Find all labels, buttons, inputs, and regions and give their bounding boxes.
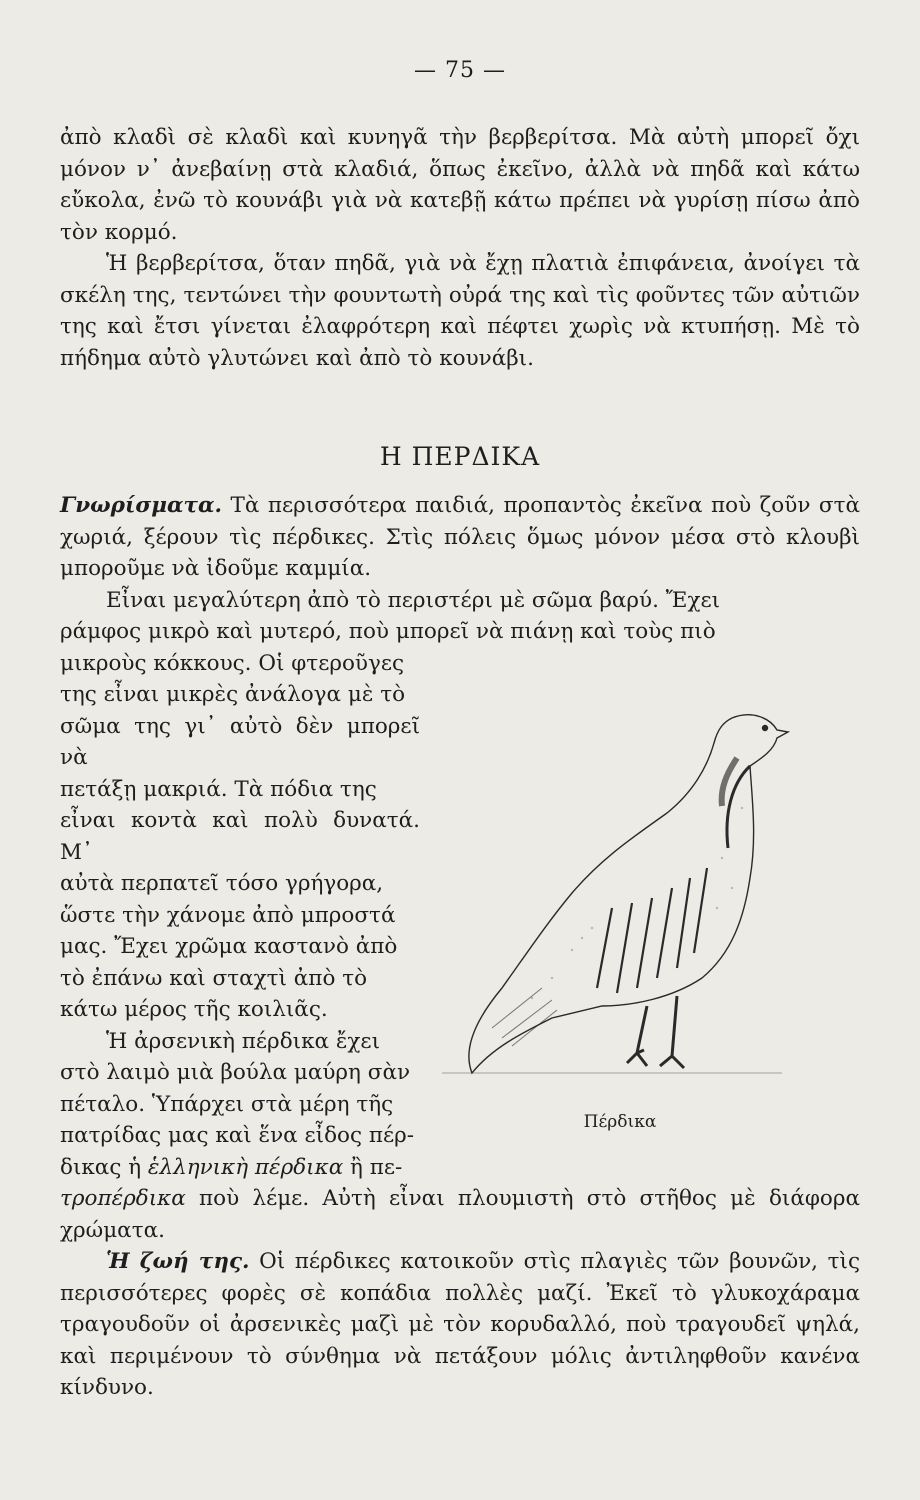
desc-line: ράμφος μικρὸ καὶ μυτερό, ποὺ μπορεῖ νὰ πιάνῃ καὶ τοὺς πιὸ — [60, 619, 716, 644]
desc-line: τὸ ἐπάνω καὶ σταχτὶ ἀπὸ τὸ — [60, 965, 368, 991]
desc-line: μικροὺς κόκκους. Οἱ φτεροῦγες — [60, 650, 405, 676]
desc-line: της εἶναι μικρὲς ἀνάλογα μὲ τὸ — [60, 682, 406, 707]
desc-line: κάτω μέρος τῆς κοιλιᾶς. — [60, 997, 328, 1022]
desc-line: αὐτὰ περπατεῖ τόσο γρήγορα, — [60, 871, 384, 896]
paragraph-description-wide-2 — [60, 616, 860, 648]
desc-line: μας. Ἔχει χρῶμα καστανὸ ἀπὸ — [60, 934, 398, 959]
life-text: Οἱ πέρδικες κατοικοῦν στὶς πλαγιὲς τῶν βουνῶν, τὶς περισσότερες φορὲς σὲ κοπάδια πολλὲς μαζί. Ἐκεῖ τὸ γλυκοχάραμα τραγουδοῦν οἱ ἀρσενικὲς μαζὶ μὲ τὸν κορυδαλλό, ποὺ τραγουδεῖ ψηλά, καὶ περιμένουν τὸ σύνθημα νὰ πετάξουν μόλις ἀντιληφθοῦν κανένα κίνδυνο. — [60, 1249, 860, 1400]
life-label: Ἡ ζωή της. — [106, 1249, 250, 1274]
male-rest-c: ἢ πε- — [343, 1154, 403, 1180]
male-line: στὸ λαιμὸ μιὰ βούλα μαύρη σὰν — [60, 1060, 411, 1085]
male-rest-a: δικας ἡ — [60, 1154, 148, 1180]
paragraph-description-wide — [60, 585, 860, 617]
features-text: Τὰ περισσότερα παιδιά, προπαντὸς ἐκεῖνα ποὺ ζοῦν στὰ χωριά, ξέρουν τὶς πέρδικες. Στὶς πόλεις ὅμως μόνον μέσα στὸ κλουβὶ μποροῦμε νὰ ἰδοῦμε καμμία. — [60, 493, 860, 581]
rock-partridge-term: τροπέρδικα — [60, 1186, 186, 1211]
intro-text — [60, 122, 860, 374]
male-line: πέταλο. Ὑπάρχει στὰ μέρη τῆς — [60, 1091, 394, 1117]
partridge-illustration — [432, 688, 792, 1088]
section-title: Η ΠΕΡΔΙΚΑ — [379, 442, 541, 471]
desc-line: Εἶναι μεγαλύτερη ἀπὸ τὸ περιστέρι μὲ σῶμα βαρύ. Ἔχει — [106, 587, 721, 613]
page-number: — 75 — — [414, 58, 506, 83]
greek-partridge-term: ἑλληνικὴ πέρδικα — [147, 1154, 344, 1180]
paragraph-squirrel-jump: ἀπὸ κλαδὶ σὲ κλαδὶ καὶ κυνηγᾶ τὴν βερβερίτσα. Μὰ αὐτὴ μπορεῖ ὄχι μόνον ν᾽ ἀνεβαίνῃ στὰ κλαδιά, ὅπως ἐκεῖνο, ἀλλὰ νὰ πηδᾶ καὶ κάτω εὔκολα, ἐνῶ τὸ κουνάβι γιὰ νὰ κατεβῇ κάτω πρέπει νὰ γυρίσῃ πίσω ἀπὸ τὸν κορμό. — [60, 125, 860, 245]
desc-line: πετάξῃ μακριά. Τὰ πόδια της — [60, 776, 377, 802]
description-narrow-block — [60, 648, 420, 1152]
paragraph-life — [60, 1246, 860, 1404]
desc-line: ὥστε τὴν χάνομε ἀπὸ μπροστά — [60, 902, 396, 928]
features-label: Γνωρίσματα. — [60, 493, 222, 518]
paragraph-features — [60, 490, 860, 585]
paragraph-squirrel-flight: Ἡ βερβερίτσα, ὅταν πηδᾶ, γιὰ νὰ ἔχῃ πλατιὰ ἐπιφάνεια, ἀνοίγει τὰ σκέλη της, τεντώνει τὴν φουντωτὴ οὐρά της καὶ τὶς φοῦντες τῶν αὐτιῶν της καὶ ἔτσι γίνεται ἐλαφρότερη καὶ πέφτει χωρὶς νὰ κτυπήσῃ. Μὲ τὸ πήδημα αὐτὸ γλυτώνει καὶ ἀπὸ τὸ κουνάβι. — [60, 251, 860, 371]
figure-caption: Πέρδικα — [583, 1112, 657, 1132]
male-line: πατρίδας μας καὶ ἕνα εἶδος πέρ- — [60, 1123, 415, 1148]
male-line: Ἡ ἀρσενικὴ πέρδικα ἔχει — [106, 1028, 380, 1054]
desc-line: σῶμα της γι᾽ αὐτὸ δὲν μπορεῖ νὰ — [60, 713, 420, 770]
male-rest-e: ποὺ λέμε. Αὐτὴ εἶναι πλουμιστὴ στὸ στῆθος μὲ διάφορα χρώματα. — [60, 1186, 860, 1243]
desc-line: εἶναι κοντὰ καὶ πολὺ δυνατά. Μ᾽ — [60, 808, 420, 865]
paragraph-greek-partridge — [60, 1152, 860, 1247]
